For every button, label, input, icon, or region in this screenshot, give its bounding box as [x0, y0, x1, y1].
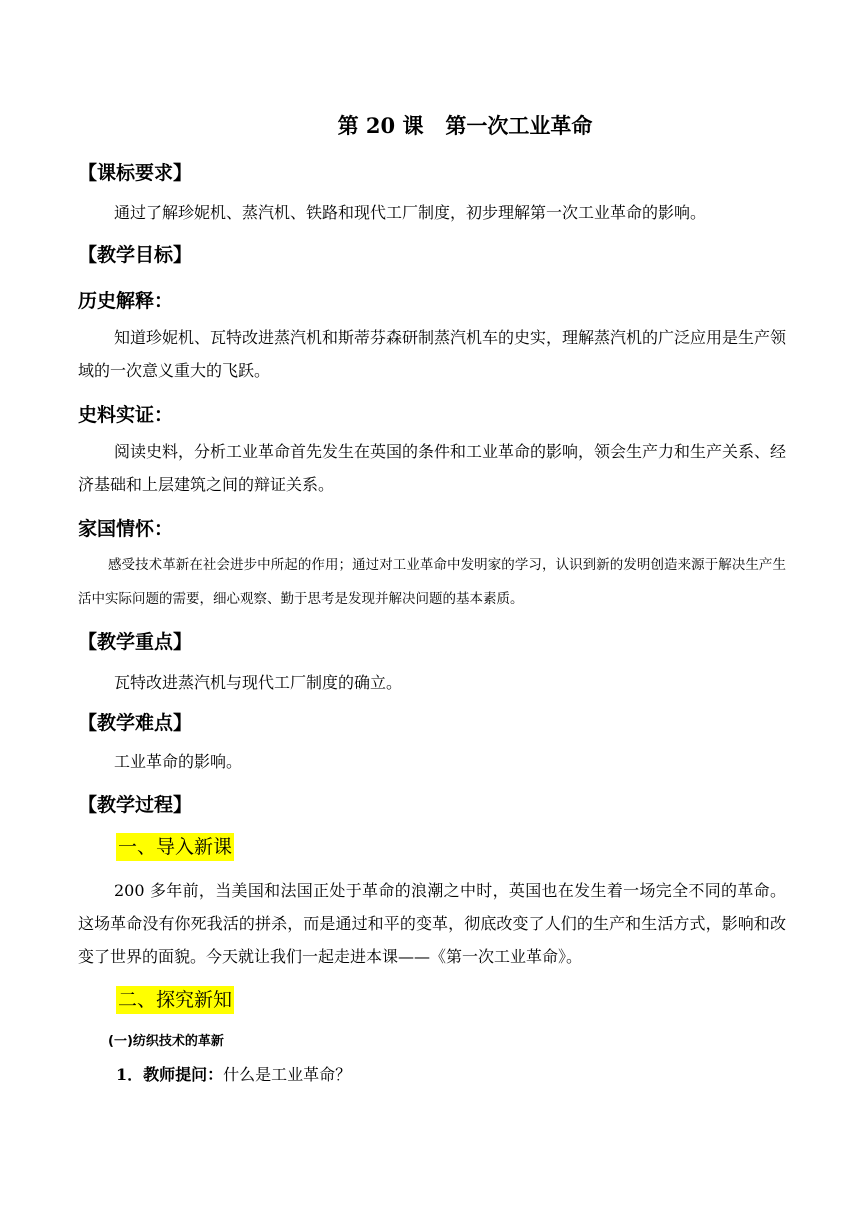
intro-text: 200 多年前，当美国和法国正处于革命的浪潮之中时，英国也在发生着一场完全不同的革命。这场革命没有你死我活的拼杀，而是通过和平的变革，彻底改变了人们的生产和生活方式，影响和改变了世界的面貌。今天就让我们一起走进本课——《第一次工业革命》。: [78, 881, 786, 966]
difficult-heading: 【教学难点】: [78, 712, 193, 734]
curriculum-heading: 【课标要求】: [78, 162, 193, 184]
goals-heading: 【教学目标】: [78, 244, 193, 266]
lesson-name: 第一次工业革命: [445, 113, 593, 138]
explore-heading-text: 二、探究新知: [116, 986, 234, 1014]
curriculum-text: 通过了解珍妮机、蒸汽机、铁路和现代工厂制度，初步理解第一次工业革命的影响。: [114, 203, 707, 222]
process-heading: 【教学过程】: [78, 794, 193, 816]
key-text: 瓦特改进蒸汽机与现代工厂制度的确立。: [114, 673, 403, 692]
textile-heading: (一)纺织技术的革新: [108, 1034, 224, 1049]
explore-section-heading: [116, 985, 234, 1012]
intro-section-heading: [116, 832, 234, 859]
key-heading: 【教学重点】: [78, 631, 193, 653]
patriotism-heading: 家国情怀：: [78, 518, 174, 540]
patriotism-text: 感受技术革新在社会进步中所起的作用；通过对工业革命中发明家的学习，认识到新的发明创造来源于解决生产生活中实际问题的需要，细心观察、勤于思考是发现并解决问题的基本素质。: [78, 557, 786, 607]
question-text: 什么是工业革命？: [223, 1065, 352, 1084]
lesson-number: 第 20 课: [337, 113, 424, 138]
history-text: 知道珍妮机、瓦特改进蒸汽机和斯蒂芬森研制蒸汽机车的史实，理解蒸汽机的广泛应用是生产领域的一次意义重大的飞跃。: [78, 328, 787, 380]
question-label: 1．教师提问：: [116, 1065, 224, 1084]
teacher-question: [116, 1062, 351, 1085]
intro-heading-text: 一、导入新课: [116, 833, 234, 861]
history-heading: 历史解释：: [78, 290, 174, 312]
difficult-text: 工业革命的影响。: [114, 752, 243, 771]
lesson-title: [0, 110, 860, 140]
evidence-text: 阅读史料，分析工业革命首先发生在英国的条件和工业革命的影响，领会生产力和生产关系、经济基础和上层建筑之间的辩证关系。: [78, 442, 787, 494]
evidence-heading: 史料实证：: [78, 404, 174, 426]
